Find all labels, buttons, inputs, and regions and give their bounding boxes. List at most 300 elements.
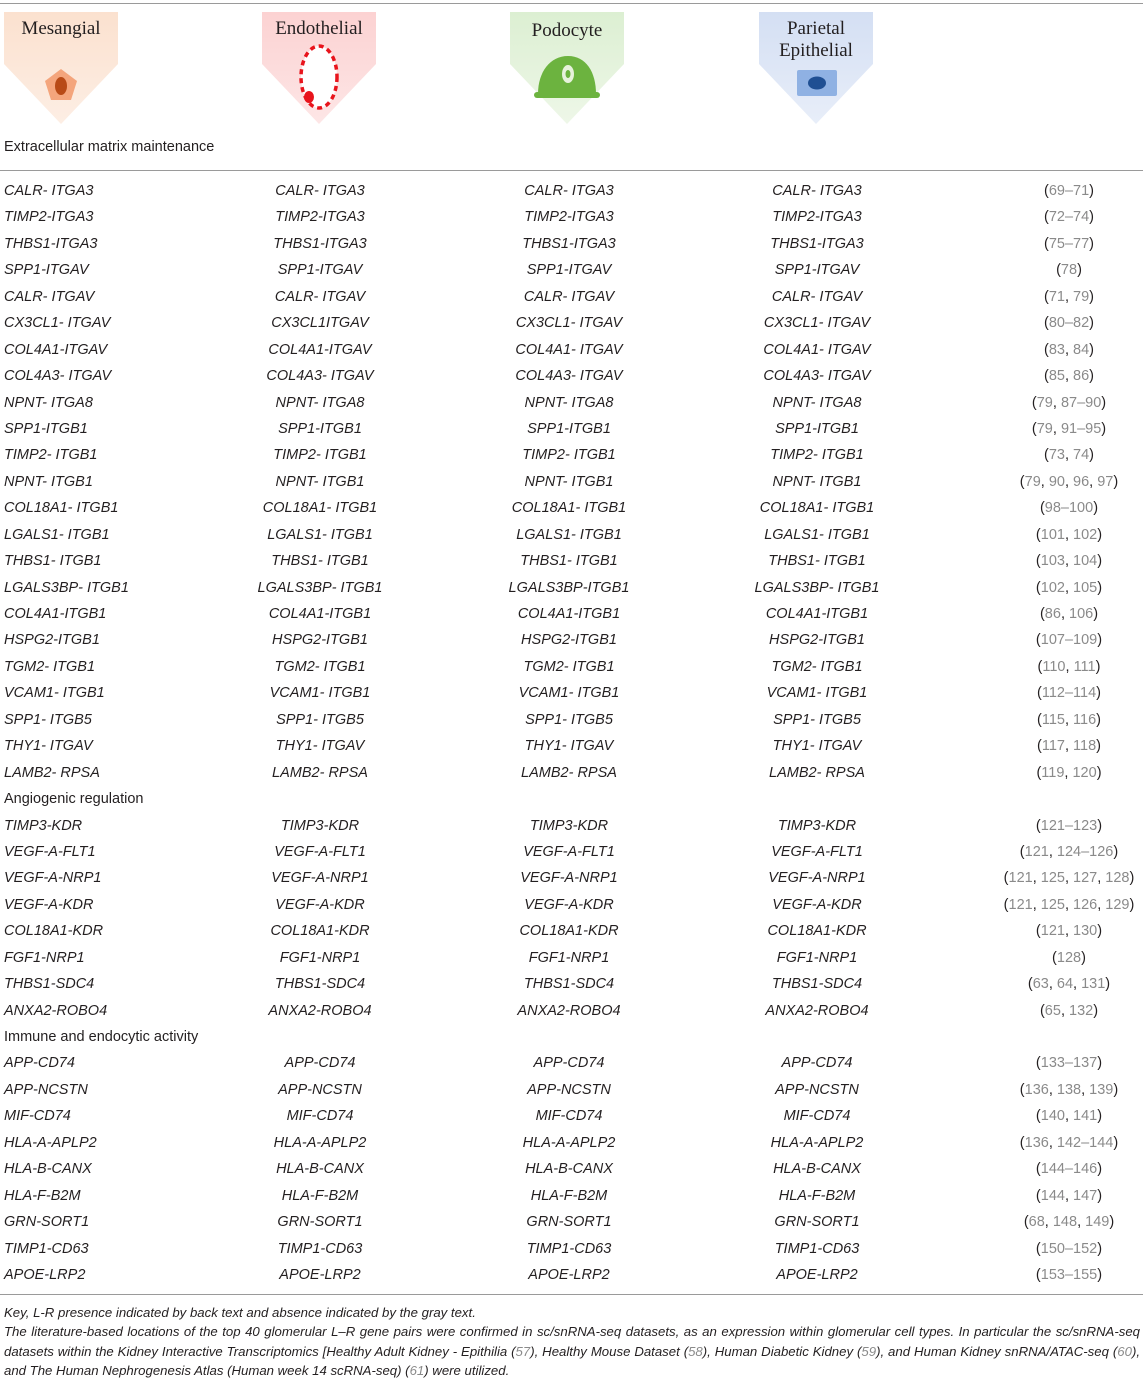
gene-pair-cell: COL4A3- ITGAV xyxy=(266,368,374,385)
reference-link[interactable]: 110 xyxy=(1042,658,1066,675)
reference-link[interactable]: 84 xyxy=(1073,341,1090,358)
table-row xyxy=(0,178,1143,204)
gene-pair-cell: APOE-LRP2 xyxy=(528,1266,610,1283)
footnote-reference-link[interactable]: 61 xyxy=(409,1362,425,1378)
reference-cell: (83, 84) xyxy=(1043,341,1095,358)
reference-cell: (115, 116) xyxy=(1037,711,1101,728)
reference-link[interactable]: 98–100 xyxy=(1044,500,1094,517)
gene-pair-cell: HSPG2-ITGB1 xyxy=(4,632,100,649)
gene-pair-cell: APP-NCSTN xyxy=(4,1081,88,1098)
reference-cell: (121, 125, 127, 128) xyxy=(1003,870,1135,887)
gene-pair-cell: THBS1-ITGA3 xyxy=(522,235,616,252)
reference-cell: (119, 120) xyxy=(1036,764,1102,781)
reference-link[interactable]: 87–90 xyxy=(1060,394,1102,411)
cell-type-label: Parietal Epithelial xyxy=(779,18,853,61)
gene-pair-cell: HLA-A-APLP2 xyxy=(273,1134,367,1151)
reference-link[interactable]: 138 xyxy=(1056,1081,1082,1098)
reference-link[interactable]: 116 xyxy=(1073,711,1097,728)
gene-pair-cell: NPNT- ITGB1 xyxy=(524,473,614,490)
reference-link[interactable]: 85 xyxy=(1048,368,1065,385)
gene-pair-cell: TIMP1-CD63 xyxy=(277,1240,363,1257)
reference-cell: (144, 147) xyxy=(1035,1187,1103,1204)
cell-type-podocyte xyxy=(510,12,624,124)
footnote-reference-link[interactable]: 60 xyxy=(1117,1343,1132,1359)
reference-link[interactable]: 102 xyxy=(1073,526,1098,543)
gene-pair-cell: GRN-SORT1 xyxy=(4,1214,90,1231)
reference-cell: (73, 74) xyxy=(1043,447,1095,464)
gene-pair-cell: SPP1- ITGB5 xyxy=(276,711,364,728)
table-row xyxy=(0,522,1143,548)
reference-cell: (121, 124–126) xyxy=(1019,843,1119,860)
gene-pair-cell: VEGF-A-FLT1 xyxy=(274,843,366,860)
gene-pair-cell: THBS1- ITGB1 xyxy=(520,553,618,570)
gene-pair-cell: APP-CD74 xyxy=(533,1055,605,1072)
reference-link[interactable]: 78 xyxy=(1060,262,1078,279)
reference-cell: (101, 102) xyxy=(1035,526,1103,543)
gene-pair-cell: VEGF-A-FLT1 xyxy=(771,843,863,860)
reference-link[interactable]: 90 xyxy=(1048,473,1065,490)
reference-cell: (86, 106) xyxy=(1039,606,1099,622)
gene-pair-cell: THBS1-SDC4 xyxy=(4,976,95,993)
gene-pair-cell: SPP1- ITGB5 xyxy=(525,711,613,728)
gene-pair-cell: APP-CD74 xyxy=(284,1055,356,1072)
gene-pair-cell: TGM2- ITGB1 xyxy=(523,658,615,675)
reference-link[interactable]: 148 xyxy=(1052,1214,1078,1231)
reference-link[interactable]: 65 xyxy=(1044,1002,1061,1019)
reference-link[interactable]: 102 xyxy=(1040,579,1065,596)
table-row xyxy=(0,231,1143,257)
gene-pair-cell: COL18A1-KDR xyxy=(767,923,867,940)
gene-pair-cell: CALR- ITGAV xyxy=(274,288,366,305)
reference-cell: (65, 132) xyxy=(1039,1002,1099,1019)
reference-link[interactable]: 140 xyxy=(1040,1108,1065,1125)
reference-link[interactable]: 111 xyxy=(1073,658,1096,675)
gene-pair-cell: SPP1-ITGB1 xyxy=(278,420,362,437)
table-row xyxy=(0,1209,1143,1235)
gene-pair-cell: SPP1-ITGB1 xyxy=(4,420,88,437)
reference-link[interactable]: 69–71 xyxy=(1048,183,1090,199)
table-row xyxy=(0,680,1143,706)
gene-pair-cell: LGALS1- ITGB1 xyxy=(4,526,110,543)
gene-pair-cell: THBS1-ITGA3 xyxy=(4,235,98,252)
gene-pair-cell: GRN-SORT1 xyxy=(526,1214,612,1231)
cell-type-mesangial xyxy=(4,12,118,124)
gene-pair-cell: CX3CL1- ITGAV xyxy=(763,315,871,332)
reference-cell: (71, 79) xyxy=(1043,288,1095,305)
cell-type-label: Podocyte xyxy=(531,20,603,41)
gene-pair-cell: HLA-F-B2M xyxy=(778,1187,856,1204)
reference-link[interactable]: 144 xyxy=(1040,1187,1065,1204)
gene-pair-cell: TIMP3-KDR xyxy=(4,817,83,834)
reference-link[interactable]: 125 xyxy=(1040,870,1065,887)
reference-link[interactable]: 74 xyxy=(1073,447,1090,464)
reference-link[interactable]: 68 xyxy=(1028,1214,1045,1231)
gene-pair-cell: VEGF-A-KDR xyxy=(4,896,94,913)
reference-cell: (75–77) xyxy=(1043,235,1095,252)
reference-link[interactable]: 73 xyxy=(1048,447,1065,464)
footnote-text: ) were utilized. xyxy=(424,1362,510,1378)
reference-link[interactable]: 79 xyxy=(1036,394,1053,411)
gene-pair-cell: HSPG2-ITGB1 xyxy=(769,632,865,649)
gene-pair-cell: LAMB2- RPSA xyxy=(272,764,368,781)
gene-pair-cell: NPNT- ITGA8 xyxy=(524,394,614,411)
reference-link[interactable]: 120 xyxy=(1072,764,1097,781)
gene-pair-cell: SPP1-ITGAV xyxy=(277,262,363,279)
reference-link[interactable]: 75–77 xyxy=(1048,235,1090,252)
top-rule xyxy=(0,3,1143,4)
reference-cell: (79, 91–95) xyxy=(1031,420,1107,437)
table-row xyxy=(0,918,1143,944)
table-row xyxy=(0,733,1143,759)
gene-pair-cell: LGALS1- ITGB1 xyxy=(267,526,373,543)
reference-link[interactable]: 121 xyxy=(1024,843,1049,860)
reference-link[interactable]: 71 xyxy=(1048,288,1065,305)
gene-pair-cell: CALR- ITGAV xyxy=(4,288,95,305)
gene-pair-cell: NPNT- ITGA8 xyxy=(4,394,93,411)
reference-link[interactable]: 136 xyxy=(1024,1081,1049,1098)
table-row xyxy=(0,548,1143,574)
gene-pair-cell: VEGF-A-KDR xyxy=(772,896,862,913)
reference-link[interactable]: 128 xyxy=(1056,949,1082,966)
gene-pair-cell: HLA-F-B2M xyxy=(4,1187,81,1204)
reference-link[interactable]: 126 xyxy=(1073,896,1098,913)
cell-type-parietal-epithelial xyxy=(759,12,873,124)
gene-pair-cell: TIMP3-KDR xyxy=(529,817,609,834)
reference-link[interactable]: 132 xyxy=(1069,1002,1094,1019)
gene-pair-cell: CALR- ITGAV xyxy=(523,288,615,305)
gene-pair-cell: LGALS3BP- ITGB1 xyxy=(257,579,383,596)
reference-link[interactable]: 121 xyxy=(1040,923,1065,940)
gene-pair-cell: TIMP2- ITGB1 xyxy=(273,447,367,464)
gene-pair-cell: LGALS3BP- ITGB1 xyxy=(754,579,880,596)
gene-pair-cell: VEGF-A-KDR xyxy=(524,896,614,913)
gene-pair-cell: COL18A1-KDR xyxy=(4,923,104,940)
reference-cell: (98–100) xyxy=(1039,500,1099,517)
table-row xyxy=(0,654,1143,680)
footnote-description xyxy=(4,1322,1140,1380)
reference-link[interactable]: 112–114 xyxy=(1041,685,1097,702)
gene-pair-cell: LGALS1- ITGB1 xyxy=(764,526,870,543)
gene-pair-cell: SPP1-ITGB1 xyxy=(775,420,859,437)
gene-pair-cell: HLA-B-CANX xyxy=(773,1161,861,1178)
gene-pair-cell: HLA-F-B2M xyxy=(281,1187,359,1204)
reference-cell: (136, 138, 139) xyxy=(1019,1081,1119,1098)
gene-pair-cell: ANXA2-ROBO4 xyxy=(4,1002,108,1019)
gene-pair-cell: THBS1- ITGB1 xyxy=(271,553,369,570)
table-row xyxy=(0,1103,1143,1129)
reference-link[interactable]: 63 xyxy=(1032,976,1049,993)
gene-pair-cell: TIMP1-CD63 xyxy=(526,1240,612,1257)
reference-cell: (112–114) xyxy=(1037,685,1101,702)
reference-link[interactable]: 128 xyxy=(1105,870,1130,887)
gene-pair-cell: SPP1-ITGAV xyxy=(4,262,89,279)
gene-pair-cell: THBS1-ITGA3 xyxy=(770,235,864,252)
gene-pair-cell: LGALS1- ITGB1 xyxy=(516,526,622,543)
gene-pair-cell: COL4A1- ITGAV xyxy=(515,341,623,358)
table-row xyxy=(0,204,1143,230)
table-row xyxy=(0,284,1143,310)
reference-link[interactable]: 106 xyxy=(1069,606,1094,622)
cell-type-label: Endothelial xyxy=(275,18,363,39)
table-row xyxy=(0,469,1143,495)
reference-cell: (128) xyxy=(1052,949,1086,966)
reference-link[interactable]: 79 xyxy=(1024,473,1041,490)
gene-pair-cell: APOE-LRP2 xyxy=(279,1266,361,1283)
gene-pair-cell: APP-CD74 xyxy=(4,1055,75,1072)
reference-link[interactable]: 142–144 xyxy=(1056,1134,1114,1151)
gene-pair-cell: CALR- ITGA3 xyxy=(4,183,94,199)
gene-pair-cell: THBS1- ITGB1 xyxy=(768,553,866,570)
gene-pair-cell: THBS1-SDC4 xyxy=(771,976,863,993)
reference-link[interactable]: 124–126 xyxy=(1056,843,1114,860)
gene-pair-cell: COL4A1-ITGB1 xyxy=(765,606,869,622)
reference-link[interactable]: 115 xyxy=(1041,711,1065,728)
table-row xyxy=(0,1236,1143,1262)
reference-link[interactable]: 121 xyxy=(1008,896,1033,913)
reference-cell: (78) xyxy=(1056,262,1082,279)
bottom-rule xyxy=(0,1294,1143,1295)
table-footnotes xyxy=(4,1303,1140,1380)
gene-pair-cell: HLA-A-APLP2 xyxy=(770,1134,864,1151)
gene-pair-cell: SPP1-ITGB1 xyxy=(527,420,611,437)
gene-pair-cell: APP-NCSTN xyxy=(775,1081,859,1098)
table-row xyxy=(0,1050,1143,1076)
table-row xyxy=(0,998,1143,1024)
reference-link[interactable]: 80–82 xyxy=(1048,315,1090,332)
gene-pair-cell: MIF-CD74 xyxy=(286,1108,354,1125)
table-row xyxy=(0,495,1143,521)
gene-pair-cell: APOE-LRP2 xyxy=(4,1266,86,1283)
gene-pair-cell: HLA-A-APLP2 xyxy=(522,1134,616,1151)
gene-pair-cell: CX3CL1- ITGAV xyxy=(4,315,111,332)
gene-pair-cell: COL4A3- ITGAV xyxy=(4,368,112,385)
reference-link[interactable]: 86 xyxy=(1044,606,1061,622)
reference-link[interactable]: 121 xyxy=(1008,870,1033,887)
reference-link[interactable]: 105 xyxy=(1073,579,1098,596)
table-row xyxy=(0,627,1143,653)
reference-link[interactable]: 118 xyxy=(1073,738,1097,755)
reference-link[interactable]: 79 xyxy=(1036,420,1053,437)
gene-pair-cell: THY1- ITGAV xyxy=(772,738,862,755)
table-row xyxy=(0,337,1143,363)
reference-link[interactable]: 150–152 xyxy=(1040,1240,1098,1257)
gene-pair-cell: CALR- ITGA3 xyxy=(275,183,365,199)
reference-cell: (150–152) xyxy=(1035,1240,1103,1257)
gene-pair-cell: TIMP1-CD63 xyxy=(774,1240,860,1257)
gene-pair-cell: FGF1-NRP1 xyxy=(528,949,610,966)
table-row xyxy=(0,971,1143,997)
reference-link[interactable]: 97 xyxy=(1097,473,1114,490)
gene-pair-cell: FGF1-NRP1 xyxy=(4,949,85,966)
gene-pair-cell: COL18A1- ITGB1 xyxy=(759,500,875,517)
reference-link[interactable]: 103 xyxy=(1040,553,1065,570)
gene-pair-cell: MIF-CD74 xyxy=(4,1108,71,1125)
table-row xyxy=(0,442,1143,468)
gene-pair-cell: TIMP2- ITGB1 xyxy=(770,447,864,464)
gene-pair-cell: VEGF-A-NRP1 xyxy=(4,870,102,887)
gene-pair-cell: APOE-LRP2 xyxy=(776,1266,858,1283)
footnote-reference-link[interactable]: 59 xyxy=(861,1343,877,1359)
reference-cell: (85, 86) xyxy=(1043,368,1095,385)
gene-pair-cell: TIMP1-CD63 xyxy=(4,1240,89,1257)
gene-pair-cell: ANXA2-ROBO4 xyxy=(517,1002,621,1019)
reference-cell: (72–74) xyxy=(1043,209,1095,226)
gene-pair-cell: COL4A1-ITGB1 xyxy=(4,606,107,622)
cell-type-endothelial xyxy=(262,12,376,124)
reference-cell: (121–123) xyxy=(1035,817,1103,834)
reference-cell: (121, 130) xyxy=(1035,923,1103,940)
reference-link[interactable]: 136 xyxy=(1024,1134,1049,1151)
gene-pair-cell: VCAM1- ITGB1 xyxy=(766,685,868,702)
gene-pair-cell: TGM2- ITGB1 xyxy=(274,658,366,675)
section-title: Angiogenic regulation xyxy=(4,791,144,808)
gene-pair-cell: COL18A1-KDR xyxy=(270,923,370,940)
gene-pair-cell: THY1- ITGAV xyxy=(275,738,365,755)
reference-link[interactable]: 149 xyxy=(1085,1214,1110,1231)
gene-pair-cell: FGF1-NRP1 xyxy=(279,949,361,966)
gene-pair-cell: NPNT- ITGB1 xyxy=(275,473,365,490)
gene-pair-cell: COL18A1- ITGB1 xyxy=(262,500,378,517)
reference-cell: (103, 104) xyxy=(1035,553,1103,570)
table-row xyxy=(0,1183,1143,1209)
gene-pair-cell: VEGF-A-FLT1 xyxy=(4,843,96,860)
reference-link[interactable]: 121–123 xyxy=(1040,817,1098,834)
gene-pair-cell: SPP1-ITGAV xyxy=(774,262,860,279)
reference-link[interactable]: 72–74 xyxy=(1048,209,1090,226)
table-row xyxy=(0,1130,1143,1156)
reference-link[interactable]: 139 xyxy=(1089,1081,1114,1098)
gene-pair-cell: HSPG2-ITGB1 xyxy=(521,632,617,649)
reference-cell: (79, 87–90) xyxy=(1031,394,1107,411)
gene-pair-cell: GRN-SORT1 xyxy=(277,1214,363,1231)
gene-pair-cell: LAMB2- RPSA xyxy=(4,764,100,781)
gene-pair-cell: THY1- ITGAV xyxy=(4,738,93,755)
reference-link[interactable]: 127 xyxy=(1073,870,1098,887)
reference-link[interactable]: 104 xyxy=(1073,553,1098,570)
gene-pair-cell: TIMP2- ITGB1 xyxy=(522,447,616,464)
reference-link[interactable]: 64 xyxy=(1056,976,1074,993)
footnote-text: ), and The Human Nephrogenesis Atlas (Human week 14 scRNA-seq) ( xyxy=(4,1343,1140,1378)
gene-pair-cell: COL18A1-KDR xyxy=(519,923,619,940)
gene-pair-cell: APP-CD74 xyxy=(781,1055,853,1072)
reference-cell: (144–146) xyxy=(1035,1161,1103,1178)
gene-pair-cell: TIMP2-ITGA3 xyxy=(772,209,862,226)
gene-pair-cell: NPNT- ITGA8 xyxy=(275,394,365,411)
gene-pair-cell: NPNT- ITGB1 xyxy=(772,473,862,490)
gene-pair-cell: THBS1-SDC4 xyxy=(274,976,366,993)
reference-link[interactable]: 141 xyxy=(1073,1108,1098,1125)
gene-pair-cell: HLA-B-CANX xyxy=(4,1161,92,1178)
gene-pair-cell: COL4A1-ITGB1 xyxy=(268,606,372,622)
reference-cell: (79, 90, 96, 97) xyxy=(1019,473,1119,490)
table-row xyxy=(0,892,1143,918)
gene-pair-cell: HLA-B-CANX xyxy=(276,1161,364,1178)
gene-pair-cell: TGM2- ITGB1 xyxy=(4,658,96,675)
gene-pair-cell: NPNT- ITGA8 xyxy=(772,394,862,411)
reference-link[interactable]: 129 xyxy=(1105,896,1130,913)
reference-link[interactable]: 125 xyxy=(1040,896,1065,913)
table-row xyxy=(0,363,1143,389)
gene-pair-cell: TIMP2-ITGA3 xyxy=(275,209,365,226)
reference-cell: (140, 141) xyxy=(1035,1108,1103,1125)
gene-pair-cell: NPNT- ITGB1 xyxy=(4,473,93,490)
reference-link[interactable]: 107–109 xyxy=(1040,632,1098,649)
reference-cell: (110, 111) xyxy=(1037,658,1101,675)
footnote-reference-link[interactable]: 58 xyxy=(688,1343,703,1359)
reference-link[interactable]: 79 xyxy=(1073,288,1090,305)
footnote-reference-link[interactable]: 57 xyxy=(515,1343,531,1359)
table-row xyxy=(0,601,1143,627)
gene-pair-cell: COL4A3- ITGAV xyxy=(515,368,623,385)
gene-pair-cell: VEGF-A-KDR xyxy=(275,896,365,913)
reference-link[interactable]: 119 xyxy=(1041,764,1065,781)
reference-cell: (69–71) xyxy=(1043,183,1095,199)
reference-link[interactable]: 144–146 xyxy=(1040,1161,1098,1178)
reference-link[interactable]: 96 xyxy=(1073,473,1090,490)
footnote-text: The literature-based locations of the top 40 glomerular L–R gene pairs were confirmed in sc/snRNA-seq datasets, as an expression within glomerular cell types. In particular the sc/snRNA-seq datasets within the Kidney Interactive Transcriptomics [Healthy Adult Kidney - Epithilia ( xyxy=(4,1324,1140,1359)
gene-pair-cell: VCAM1- ITGB1 xyxy=(518,685,620,702)
gene-pair-cell: TIMP3-KDR xyxy=(777,817,857,834)
gene-pair-cell: SPP1- ITGB5 xyxy=(773,711,861,728)
gene-pair-cell: COL4A1-ITGAV xyxy=(4,341,108,358)
reference-link[interactable]: 101 xyxy=(1040,526,1065,543)
gene-pair-cell: HLA-A-APLP2 xyxy=(4,1134,97,1151)
reference-link[interactable]: 86 xyxy=(1073,368,1090,385)
gene-pair-cell: VEGF-A-NRP1 xyxy=(271,870,369,887)
table-row xyxy=(0,1156,1143,1182)
reference-link[interactable]: 131 xyxy=(1081,976,1106,993)
gene-pair-cell: COL4A1- ITGAV xyxy=(763,341,871,358)
gene-pair-cell: ANXA2-ROBO4 xyxy=(268,1002,372,1019)
reference-cell: (153–155) xyxy=(1035,1266,1103,1283)
section-title: Extracellular matrix maintenance xyxy=(4,139,215,155)
reference-cell: (63, 64, 131) xyxy=(1027,976,1111,993)
gene-pair-cell: CALR- ITGA3 xyxy=(524,183,614,199)
reference-link[interactable]: 133–137 xyxy=(1040,1055,1098,1072)
gene-pair-cell: GRN-SORT1 xyxy=(774,1214,860,1231)
reference-link[interactable]: 153–155 xyxy=(1040,1266,1098,1283)
gene-pair-cell: TIMP2-ITGA3 xyxy=(524,209,614,226)
table-row xyxy=(0,416,1143,442)
reference-link[interactable]: 91–95 xyxy=(1060,420,1102,437)
gene-pair-cell: ANXA2-ROBO4 xyxy=(765,1002,869,1019)
reference-cell: (133–137) xyxy=(1035,1055,1103,1072)
table-body xyxy=(0,178,1143,1288)
gene-pair-cell: THBS1- ITGB1 xyxy=(4,553,102,570)
gene-pair-cell: THY1- ITGAV xyxy=(524,738,614,755)
footnote-text: ), Healthy Mouse Dataset ( xyxy=(530,1343,689,1359)
gene-pair-cell: COL4A3- ITGAV xyxy=(763,368,871,385)
reference-link[interactable]: 117 xyxy=(1041,738,1065,755)
reference-link[interactable]: 83 xyxy=(1048,341,1065,358)
gene-pair-cell: THBS1-ITGA3 xyxy=(273,235,367,252)
reference-cell: (68, 148, 149) xyxy=(1023,1214,1115,1231)
gene-pair-cell: APP-NCSTN xyxy=(527,1081,611,1098)
footnote-key: Key, L-R presence indicated by back text and absence indicated by the gray text. xyxy=(4,1305,476,1320)
section-title: Immune and endocytic activity xyxy=(4,1029,199,1045)
reference-link[interactable]: 147 xyxy=(1073,1187,1098,1204)
reference-link[interactable]: 130 xyxy=(1073,923,1098,940)
table-row xyxy=(0,865,1143,891)
gene-pair-cell: LGALS3BP-ITGB1 xyxy=(508,579,630,596)
table-row xyxy=(0,1077,1143,1103)
footnote-text: ), and Human Kidney snRNA/ATAC-seq ( xyxy=(876,1343,1118,1359)
gene-pair-cell: COL4A1-ITGAV xyxy=(268,341,372,358)
gene-pair-cell: THBS1-SDC4 xyxy=(523,976,615,993)
table-row xyxy=(0,760,1143,786)
gene-pair-cell: HLA-B-CANX xyxy=(525,1161,613,1178)
table-row xyxy=(0,839,1143,865)
